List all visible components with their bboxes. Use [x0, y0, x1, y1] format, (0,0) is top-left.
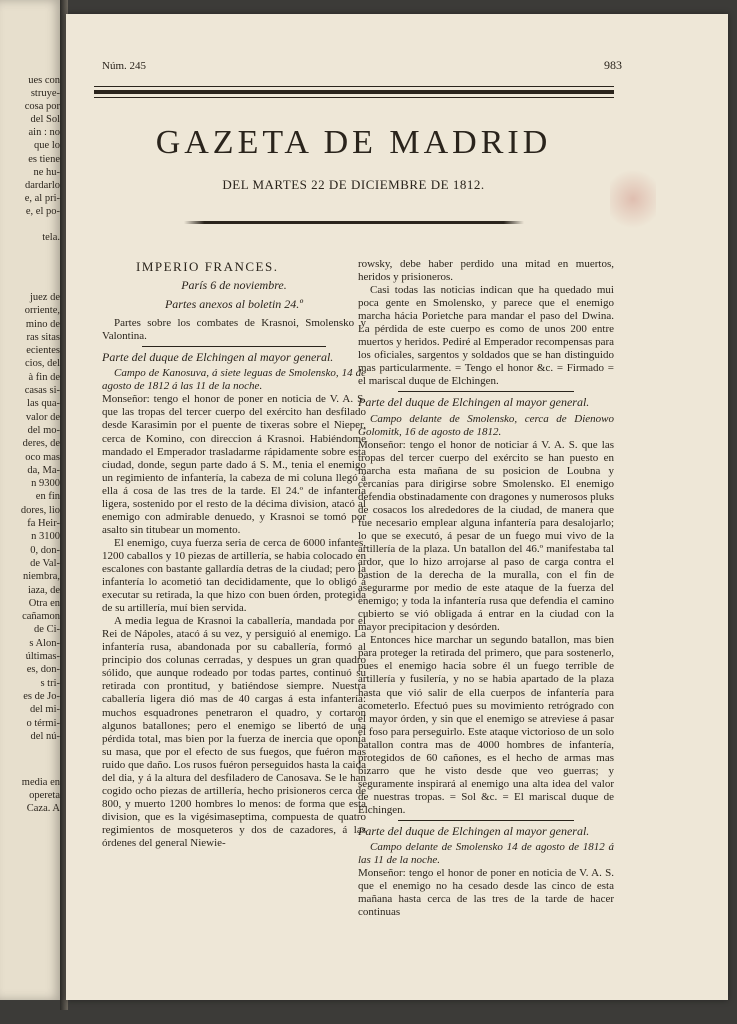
report-title-3: Parte del duque de Elchingen al mayor general.	[358, 823, 590, 838]
page-number: 983	[604, 58, 622, 72]
report-title-1: Parte del duque de Elchingen al mayor general.	[102, 350, 334, 365]
report-title-2: Parte del duque de Elchingen al mayor general.	[358, 395, 590, 410]
right-column	[358, 258, 614, 919]
separator-rule	[142, 346, 326, 347]
masthead-title: GAZETA DE MADRID	[155, 124, 552, 161]
header-rule-top	[94, 86, 614, 87]
subhead: Partes anexos al boletin 24.º	[164, 297, 304, 312]
report-paragraph: Entonces hice marchar un segundo batallon, mas bien para proteger la retirada del primero, que para sostenerlo, pues el enemigo hacia sobre él un fuego terrible de artillería y fusilería, y no se habia apartado de la plaza hasta que vió salir de ella cuerpos de infantería para acometerlo. Efectuó pues su movimiento retrógrado con el mayor órden, y sin que el enemigo se atreviese á pasar el foso para perseguirlo. Este ataque victorioso de un solo batallon contra mas de 4000 hombres de infantería, protegidos de 60 cañones, es el hecho de armas mas bizarro que he visto desde que veo guerras; y seguramente inspirará al enemigo una alta idea del valor de nuestras tropas. = Sol &c. = El mariscal duque de Elchingen.	[358, 634, 614, 816]
issue-date: DEL MARTES 22 DE DICIEMBRE DE 1812.	[222, 177, 485, 192]
intro-paragraph: Partes sobre los combates de Krasnoi, Smolensko y Valontina.	[102, 317, 366, 343]
separator-rule	[398, 391, 574, 392]
ornamental-rule	[184, 221, 524, 224]
issue-number: Núm. 245	[102, 60, 146, 72]
header-rule-bottom	[94, 97, 614, 98]
report-paragraph: Monseñor: tengo el honor de poner en noticia de V. A. S. que el enemigo no ha cesado desde las cinco de esta mañana hasta cerca de las tres de la tarde de hacer continuas	[358, 867, 614, 919]
report-paragraph: El enemigo, cuya fuerza seria de cerca de 6000 infantes, 1200 caballos y 10 piezas de artillería, se habia colocado en escalones con bastante gallardía detras de la ciudad; pero la infantería lo acometió tan decididamente, que lo obligó á executar su retirada, la que hizo con buen órden, protegida de su artillería, muí bien servida.	[102, 536, 366, 615]
report-place-3: Campo delante de Smolensko 14 de agosto de 1812 á las 11 de la noche.	[358, 841, 614, 867]
header-rule-thick	[94, 90, 614, 94]
library-stamp	[610, 164, 656, 234]
report-paragraph: Casi todas las noticias indican que ha quedado mui poca gente en Smolensko, y parece que el enemigo marcha hácia Porietche para mandar el paso del Dwina. La pérdida de este cuerpo es como de unos 200 entre muertos y heridos. Pediré al Emperador recompensas para los oficiales, sargentos y soldados que se han distinguido mas particularmente. = Tengo el honor &c. = Firmado = el mariscal duque de Elchingen.	[358, 284, 614, 388]
separator-rule	[398, 820, 574, 821]
left-facing-page	[0, 0, 62, 1000]
report-paragraph: Monseñor: tengo el honor de poner en noticia de V. A. S. que las tropas del tercer cuerpo del exército han desfilado desde Karasimin por el puente de tixeras sobre el Nieper, cerca de Komino, con direccion á Krasnoi. Habiéndome mandado el Emperador trasladarme rápidamente sobre esta ciudad, donde, segun parte dado á S. M., tenia el enemigo un regimiento de infantería, la cabeza de mi coluna llegó á ella á cosa de las tres de la tarde. El 24.º de infantería ligera, sostenido por el resto de la décima division, atacó al enemigo con admirable denuedo, y Krasnoi se tomó por asalto sin titubear un momento.	[102, 393, 366, 536]
report-paragraph: Monseñor: tengo el honor de noticiar á V. A. S. que las tropas del tercer cuerpo del exército se han puesto en marcha esta mañana de su posicion de Loubna y cercanías para dirigirse sobre Smolensko. El enemigo defendia obstinadamente con dragones y numerosos pluks de cosacos los alrededores de la ciudad, de manera que fue necesario emplear alguna infantería para desalojarlo; lo que se executó, á pesar de un fuego mui vivo de la artillería de la plaza. Un batallon del 46.º manifestaba tal ardor, que lo hizo arrojarse al paso de carga contra el bastion de la derecha de la muralla, con el fin de asegurarme por medio de este ataque de la fuerza del enemigo; y toda la infantería rusa que defendia el camino cubierto se vió obligada á entrar en la ciudad con la mayor precipitacion y desórden.	[358, 438, 614, 634]
report-paragraph: A media legua de Krasnoi la caballería, mandada por el Rei de Nápoles, atacó á su vez, y persiguió al enemigo. La infantería rusa, abandonada por su caballería, formó al principio dos colunas cerradas, y despues un gran quadro sólido, que aunque rodeado por todas partes, continuó su retirada con prontitud, y batiéndose siempre. Nuestra caballería ligera dió mas de 40 cargas á esta infantería: muchos esquadrones penetraron el quadro, y cortaron algunos batallones; pero el enemigo se libertó de una pérdida total, mas bien por la fuerza de inercia que oponía su masa, que por el efecto de sus fuegos, que fuéron mas ruido que daño. Los rusos fuéron perseguidos hasta la caida del dia, y á la altura del desfiladero de Canosava. Se le han cogido ocho piezas de artillería, hecho prisioneros cerca de 800, y muerto 1200 hombres lo menos: de forma que esta division, que es la vigésimaseptima, compuesta de quatro regimientos de mosqueteros y dos de cazadores, á las órdenes del general Niewie-	[102, 615, 366, 849]
report-paragraph: rowsky, debe haber perdido una mitad en muertos, heridos y prisioneros.	[358, 258, 614, 284]
left-page-text-bottom: media en opereta Caza. A	[21, 777, 60, 815]
report-place-2: Campo delante de Smolensko, cerca de Dienowo Golomitk, 16 de agosto de 1812.	[358, 412, 614, 438]
section-heading: IMPERIO FRANCES.	[136, 259, 279, 274]
left-page-text-middle: juez de orriente, mino de ras sitas ecientes cios, del à fin de casas si- las qua- valor de del mo- deres, de oco mas da, Ma- n 9300 en fin dores, lio fa Heir- n 3100 0, don- de Val- niembra, iaza, de Otra en cañamon de Ci- s Alon- últimas- es, don- s tri- es de Jo- del mi- o térmi- del nú-	[20, 292, 60, 742]
dateline: París 6 de noviembre.	[181, 278, 287, 293]
left-column	[102, 260, 366, 850]
report-place-1: Campo de Kanosuva, á siete leguas de Smolensko, 14 de agosto de 1812 á las 11 de la noche.	[102, 367, 366, 393]
gazette-page	[66, 14, 728, 1000]
left-page-text-top: ues con struye- cosa por del Sol ain : no que lo es tiene ne hu- dardarlo e, al pri- e, el po- tela.	[24, 75, 60, 244]
